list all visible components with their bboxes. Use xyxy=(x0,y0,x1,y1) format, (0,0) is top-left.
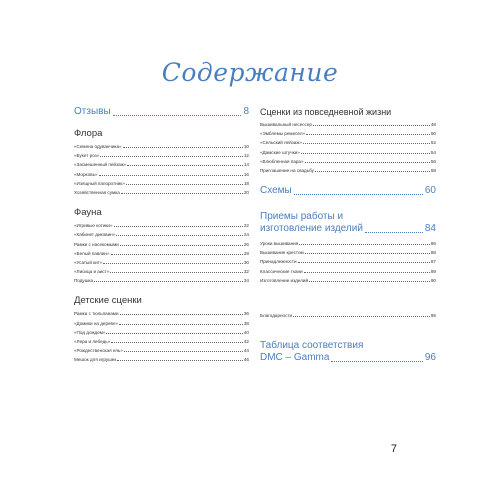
toc-schemes-page: 60 xyxy=(424,184,436,196)
toc-item[interactable] xyxy=(260,168,436,173)
leader-dots xyxy=(331,361,422,362)
toc-item-label: «Под дождем» xyxy=(74,329,106,335)
leader-dots xyxy=(298,262,430,263)
leader-dots xyxy=(365,232,423,233)
leader-dots xyxy=(301,153,430,154)
toc-item[interactable] xyxy=(260,278,436,283)
toc-item-label: Подушка xyxy=(74,278,94,284)
leader-dots xyxy=(117,360,242,361)
toc-reviews[interactable] xyxy=(74,106,249,118)
leader-dots xyxy=(313,125,430,126)
toc-item-label: Благодарности xyxy=(260,312,293,318)
toc-section-heading: Сценки из повседневной жизни xyxy=(260,107,392,117)
leader-dots xyxy=(293,316,430,317)
toc-item[interactable] xyxy=(260,140,436,145)
toc-item[interactable] xyxy=(74,260,249,265)
toc-section-heading: Флора xyxy=(74,128,103,139)
toc-item-label: Рамки с насекомыми xyxy=(74,241,119,247)
toc-item-page: 90 xyxy=(430,277,436,283)
leader-dots xyxy=(110,272,242,273)
toc-section-heading: Детские сценки xyxy=(74,295,142,307)
leader-dots xyxy=(120,314,243,315)
toc-item[interactable] xyxy=(74,162,249,167)
toc-item-label: Вышивание крестом xyxy=(260,250,304,256)
toc-section-heading: Фауна xyxy=(74,207,102,219)
toc-right-column xyxy=(260,106,436,374)
toc-item-page: 42 xyxy=(243,339,249,344)
leader-dots xyxy=(304,272,430,273)
toc-item-page: 14 xyxy=(243,162,249,168)
toc-item-page: 20 xyxy=(243,189,249,195)
leader-dots xyxy=(113,115,242,116)
leader-dots xyxy=(126,184,243,185)
toc-item-label: «Букет роз» xyxy=(74,153,100,159)
leader-dots xyxy=(309,281,430,282)
toc-item[interactable] xyxy=(74,278,249,283)
leader-dots xyxy=(100,156,243,157)
toc-schemes-label: Схемы xyxy=(260,184,292,196)
toc-item-label: Приглашение на свадьбу xyxy=(260,167,314,173)
toc-item-page: 50 xyxy=(430,131,436,137)
page-number: 7 xyxy=(390,443,397,455)
toc-item[interactable] xyxy=(74,311,249,316)
toc-item[interactable] xyxy=(74,321,249,326)
leader-dots xyxy=(127,165,243,166)
toc-item-page: 58 xyxy=(430,167,436,173)
toc-item-label: «Домики на дереве» xyxy=(74,320,119,326)
leader-dots xyxy=(111,342,243,343)
toc-item[interactable] xyxy=(74,242,249,247)
toc-techniques[interactable] xyxy=(260,211,436,235)
toc-item[interactable] xyxy=(74,153,249,158)
leader-dots xyxy=(94,281,243,282)
toc-item-label: Рамка с тюльпанами xyxy=(74,311,119,317)
leader-dots xyxy=(299,244,430,245)
leader-dots xyxy=(305,253,430,254)
toc-item-page: 26 xyxy=(243,241,249,247)
toc-item-label: Уроки вышивания xyxy=(260,240,299,246)
toc-item[interactable] xyxy=(260,269,436,274)
toc-techniques-line1: Приемы работы и xyxy=(260,210,344,222)
toc-item-page: 38 xyxy=(243,320,249,326)
toc-item[interactable] xyxy=(74,181,249,186)
toc-item[interactable] xyxy=(260,250,436,255)
toc-item-label: Хозяйственная сумка xyxy=(74,189,120,195)
toc-item-page: 54 xyxy=(430,149,436,155)
toc-item-page: 40 xyxy=(243,329,249,335)
toc-item[interactable] xyxy=(260,150,436,155)
leader-dots xyxy=(106,333,242,334)
toc-table[interactable] xyxy=(260,340,436,364)
toc-item[interactable] xyxy=(74,232,249,237)
toc-item-label: «Сельский пейзаж» xyxy=(260,140,302,146)
toc-item-label: «Лисица и аист» xyxy=(74,269,110,275)
toc-item-page: 48 xyxy=(430,122,436,127)
leader-dots xyxy=(121,193,243,194)
toc-item[interactable] xyxy=(74,330,249,335)
leader-dots xyxy=(114,226,243,227)
toc-item-page: 87 xyxy=(430,259,436,265)
toc-table-line2: DMC – Gamma xyxy=(260,351,330,363)
toc-item-page: 86 xyxy=(430,240,436,246)
toc-item-label: Мешок для игрушек xyxy=(74,357,117,363)
toc-item-page: 24 xyxy=(243,232,249,238)
toc-item[interactable] xyxy=(74,357,249,362)
toc-item-page: 88 xyxy=(430,250,436,256)
toc-item-page: 52 xyxy=(430,140,436,146)
page-title: Содержание xyxy=(161,58,339,87)
toc-item-page: 16 xyxy=(243,171,249,177)
toc-item-page: 56 xyxy=(430,158,436,164)
leader-dots xyxy=(119,324,243,325)
toc-item-label: «Влюбленная пара» xyxy=(260,158,304,164)
leader-dots xyxy=(99,175,243,176)
leader-dots xyxy=(111,254,243,255)
toc-item-label: «Эмблемы ремесел» xyxy=(260,131,306,137)
toc-item-page: 32 xyxy=(243,269,249,275)
toc-item[interactable] xyxy=(260,241,436,246)
toc-item[interactable] xyxy=(74,251,249,256)
toc-item-page: 36 xyxy=(243,311,249,317)
toc-item-page: 95 xyxy=(430,312,436,318)
toc-item-label: Изготовление изделий xyxy=(260,277,309,283)
toc-reviews-label: Отзывы xyxy=(74,106,111,117)
toc-schemes[interactable] xyxy=(260,185,436,197)
toc-item-label: Принадлежности xyxy=(260,259,297,265)
toc-item-label: «Рождественская ель» xyxy=(74,348,123,354)
toc-thanks[interactable] xyxy=(260,313,436,318)
toc-item[interactable] xyxy=(260,159,436,164)
toc-left-column xyxy=(74,106,249,367)
toc-item[interactable] xyxy=(74,339,249,344)
toc-item-label: «Белый павлин» xyxy=(74,250,110,256)
leader-dots xyxy=(124,351,243,352)
toc-item-page: 30 xyxy=(243,259,249,265)
toc-table-line1: Таблица соответствия xyxy=(260,339,364,351)
toc-item[interactable] xyxy=(260,259,436,264)
toc-item-page: 44 xyxy=(243,348,249,354)
toc-item-label: «Семена одуванчика» xyxy=(74,144,122,149)
toc-item[interactable] xyxy=(260,122,436,127)
toc-reviews-page: 8 xyxy=(243,106,249,117)
toc-item-label: «Игривые котики» xyxy=(74,223,113,229)
toc-item-page: 28 xyxy=(243,250,249,256)
toc-item-label: «Дамские штучки» xyxy=(260,149,300,155)
toc-item-label: Классические ткани xyxy=(260,268,303,274)
toc-item-label: «Лера и лебедь» xyxy=(74,339,111,344)
toc-item-page: 34 xyxy=(243,278,249,284)
toc-item-label: «Морковь» xyxy=(74,171,98,177)
toc-item[interactable] xyxy=(74,144,249,149)
toc-item[interactable] xyxy=(74,172,249,177)
toc-item-page: 18 xyxy=(243,180,249,186)
leader-dots xyxy=(306,134,430,135)
toc-item[interactable] xyxy=(74,190,249,195)
leader-dots xyxy=(303,143,430,144)
toc-techniques-line2: изготовление изделий xyxy=(260,222,363,234)
toc-item-page: 22 xyxy=(243,223,249,229)
toc-item[interactable] xyxy=(74,348,249,353)
leader-dots xyxy=(103,263,242,264)
leader-dots xyxy=(120,245,243,246)
toc-item[interactable] xyxy=(260,131,436,136)
toc-item-page: 12 xyxy=(243,153,249,159)
leader-dots xyxy=(305,162,430,163)
toc-techniques-page: 84 xyxy=(424,222,436,234)
leader-dots xyxy=(294,194,423,195)
leader-dots xyxy=(123,147,243,148)
toc-item-label: «Усатый кит» xyxy=(74,259,103,265)
toc-item-label: Вышивальный несессер xyxy=(260,122,312,127)
leader-dots xyxy=(116,235,243,236)
toc-item-label: «Засмешенный пейзаж» xyxy=(74,162,127,168)
toc-table-page: 96 xyxy=(424,351,436,363)
toc-item-page: 46 xyxy=(243,357,249,363)
toc-item-label: «Изящный папоротник» xyxy=(74,180,125,186)
toc-item-page: 89 xyxy=(430,268,436,274)
toc-item[interactable] xyxy=(74,269,249,274)
leader-dots xyxy=(315,171,430,172)
toc-item[interactable] xyxy=(74,223,249,228)
toc-item-label: «Кабинет диковин» xyxy=(74,232,116,238)
toc-item-page: 10 xyxy=(243,144,249,149)
